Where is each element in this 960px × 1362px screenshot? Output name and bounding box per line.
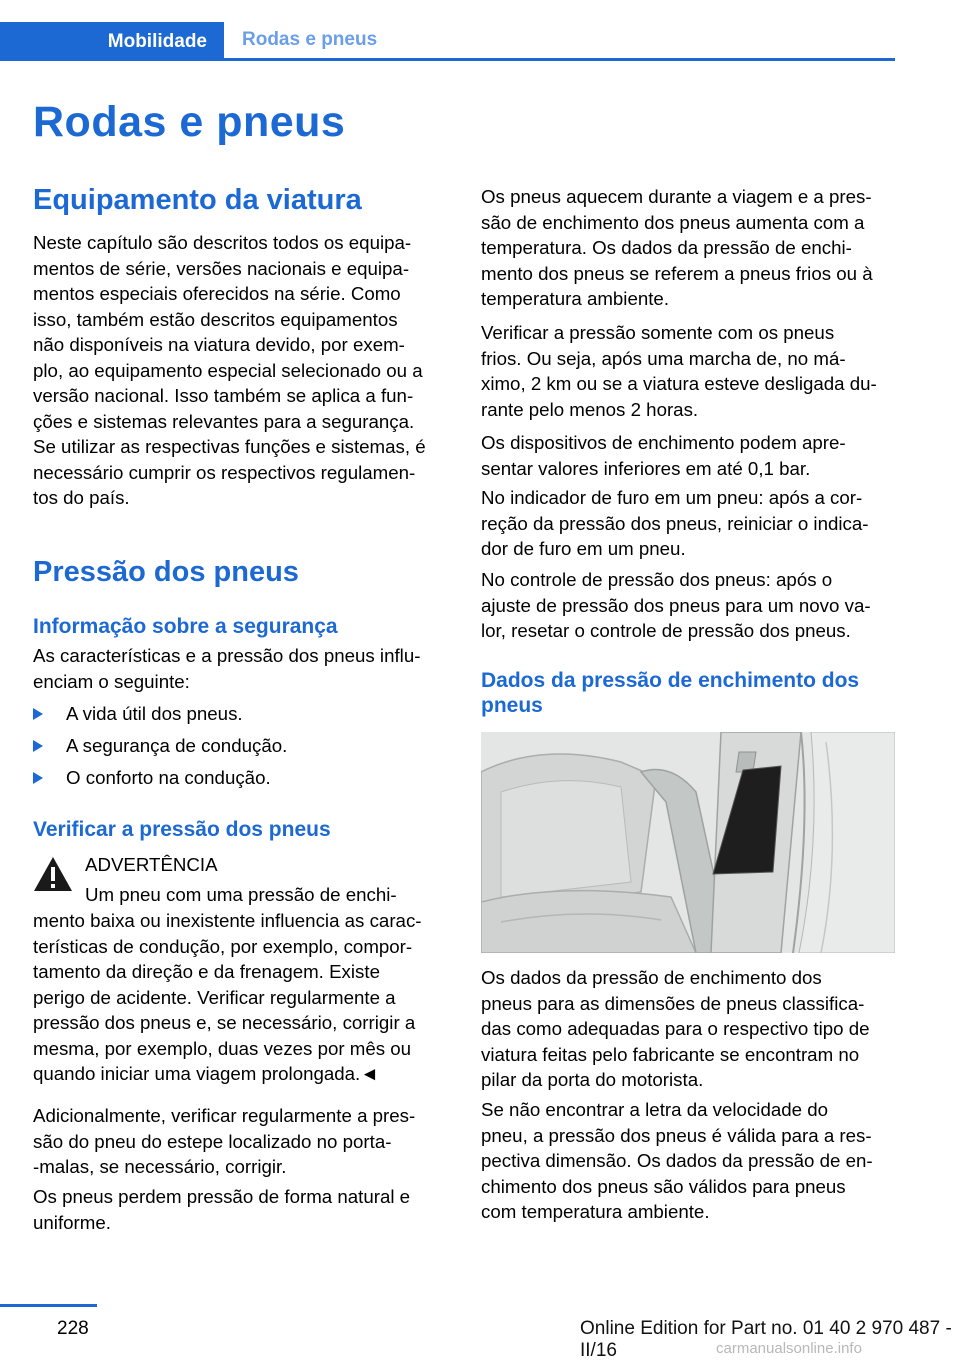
heading-pressure-data: Dados da pressão de enchimento dos pneus	[481, 669, 860, 717]
paragraph-natural-loss: Os pneus perdem pressão de forma natural e uniforme.	[33, 1186, 411, 1233]
paragraph-pressure-control: No controle de pressão dos pneus: após o ajuste de pressão dos pneus para um novo va- lor, resetar o controle de pressão dos pneus.	[481, 569, 871, 641]
page-number: 228	[57, 1318, 89, 1339]
page-title: Rodas e pneus	[33, 98, 346, 146]
section-tab[interactable]: Mobilidade	[0, 22, 224, 61]
heading-tire-pressure: Pressão dos pneus	[33, 556, 299, 588]
door-pillar-photo	[481, 732, 895, 953]
paragraph-safety: As características e a pressão dos pneus influ- enciam o seguinte:	[33, 645, 421, 692]
paragraph-spare-tire: Adicionalmente, verificar regularmente a pres- são do pneu do estepe localizado no porta- -malas, se necessário, corrigir.	[33, 1105, 416, 1177]
warning-label: ADVERTÊNCIA	[85, 854, 218, 875]
edition-note: Online Edition for Part no. 01 40 2 970 487 - II/16	[580, 1318, 952, 1361]
bullet-triangle-icon	[33, 708, 43, 720]
list-item	[33, 767, 271, 789]
list-item-text: A vida útil dos pneus.	[66, 703, 243, 724]
paragraph-cold-tires: Verificar a pressão somente com os pneus frios. Ou seja, após uma marcha de, no má- ximo, 2 km ou se a viatura esteve desligada du- rante pelo menos 2 horas.	[481, 322, 877, 420]
footer-rule	[0, 1304, 97, 1307]
paragraph-equipment: Neste capítulo são descritos todos os equipa- mentos de série, versões nacionais e equipa- mentos especiais oferecidos na série. Como isso, também estão descritos equipamentos não disponíveis na viatura devido, por exem- plo, ao equipamento especial selecionado ou a versão nacional. Isso também se aplica a fun- ções e sistemas relevantes para a segurança. Se utilizar as respectivas funções e sistemas, é necessário cumprir os respectivos regulamen- tos do país.	[33, 232, 426, 508]
heading-equipment: Equipamento da viatura	[33, 184, 362, 216]
bullet-triangle-icon	[33, 772, 43, 784]
bullet-triangle-icon	[33, 740, 43, 752]
list-item-text: A segurança de condução.	[66, 735, 288, 756]
list-item	[33, 703, 243, 725]
warning-text: mento baixa ou inexistente influencia as carac- terísticas de condução, por exemplo, compor- tamento da direção e da frenagem. Existe perigo de acidente. Verificar regularmente a pressão dos pneus e, se necessário, corrigir a mesma, por exemplo, duas vezes por mês ou quando iniciar uma viagem prolongada.◄	[33, 910, 422, 1084]
paragraph-pressure-data: Os dados da pressão de enchimento dos pneus para as dimensões de pneus classifica- das como adequadas para o respectivo tipo de viatura feitas pelo fabricante se encontram no pilar da porta do motorista.	[481, 967, 870, 1090]
paragraph-filling-devices: Os dispositivos de enchimento podem apre- sentar valores inferiores em até 0,1 bar.	[481, 432, 846, 479]
warning-first-line: Um pneu com uma pressão de enchi-	[85, 884, 397, 905]
paragraph-speed-letter: Se não encontrar a letra da velocidade do pneu, a pressão dos pneus é válida para a res- pectiva dimensão. Os dados da pressão de en- chimento dos pneus são válidos para pneus com temperatura ambiente.	[481, 1099, 873, 1222]
list-item-text: O conforto na condução.	[66, 767, 271, 788]
heading-verify-pressure: Verificar a pressão dos pneus	[33, 818, 331, 841]
warning-triangle-icon	[33, 856, 73, 892]
heading-safety-info: Informação sobre a segurança	[33, 615, 338, 638]
chapter-tab[interactable]: Rodas e pneus	[242, 29, 378, 50]
watermark: carmanualsonline.info	[716, 1340, 862, 1357]
paragraph-flat-tire-indicator: No indicador de furo em um pneu: após a cor- reção da pressão dos pneus, reiniciar o indica- dor de furo em um pneu.	[481, 487, 869, 559]
list-item	[33, 735, 287, 757]
paragraph-heating: Os pneus aquecem durante a viagem e a pres- são de enchimento dos pneus aumenta com a temperatura. Os dados da pressão de enchi- mento dos pneus se referem a pneus frios ou à temperatura ambiente.	[481, 186, 873, 309]
